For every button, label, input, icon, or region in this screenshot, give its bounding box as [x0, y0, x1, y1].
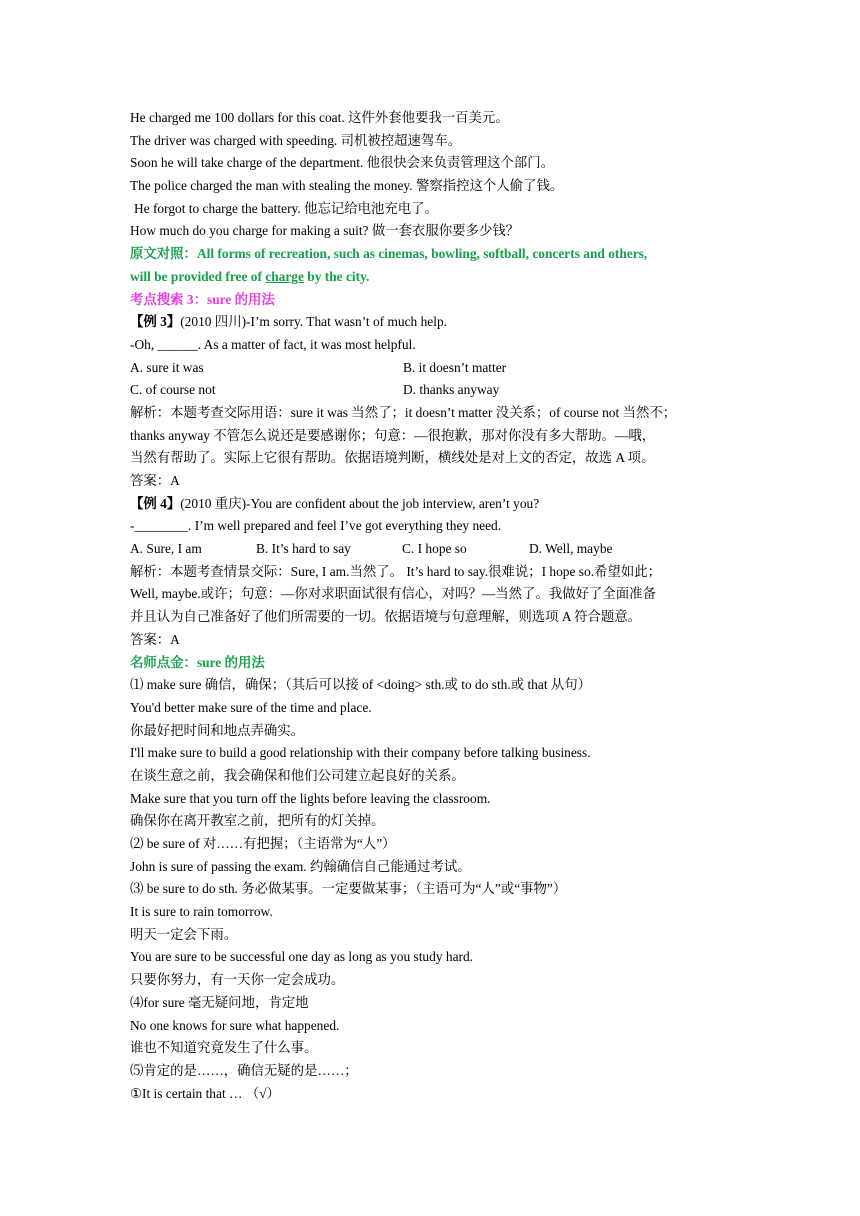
original-text-line-1 — [130, 243, 740, 266]
tip-line: ①It is certain that … （√） — [130, 1085, 280, 1101]
option-b: B. it doesn’t matter — [403, 359, 507, 375]
options-row — [130, 379, 740, 402]
option-a: A. Sure, I am — [130, 541, 202, 557]
explanation-line: 解析：本题考查交际用语：sure it was 当然了；it doesn’t matter 没关系；of course not 当然不； — [130, 404, 677, 420]
answer: 答案：A — [130, 631, 180, 647]
example-sentence: Soon he will take charge of the department. 他很快会来负责管理这个部门。 — [130, 155, 555, 171]
keyword-charge: charge — [265, 268, 304, 284]
tip-line: 明天一定会下雨。 — [130, 926, 238, 942]
tip-line: It is sure to rain tomorrow. — [130, 904, 273, 920]
example-sentence: The driver was charged with speeding. 司机被控超速驾车。 — [130, 132, 462, 148]
explanation-line: Well, maybe.或许；句意：—你对求职面试很有信心，对吗？—当然了。我做好了全面准备 — [130, 586, 656, 602]
option-d: D. Well, maybe — [529, 541, 613, 557]
tip-line: ⑷for sure 毫无疑问地，肯定地 — [130, 994, 309, 1010]
explanation-line: 解析：本题考查情景交际：Sure, I am.当然了。 It’s hard to say.很难说；I hope so.希望如此； — [130, 563, 661, 579]
explanation-line: 并且认为自己准备好了他们所需要的一切。依据语境与句意理解，则选项 A 符合题意。 — [130, 609, 642, 625]
example-4-question — [130, 493, 740, 516]
option-a: A. sure it was — [130, 359, 204, 375]
original-sentence-part-1: All forms of recreation, such as cinemas, bowling, softball, concerts and others, — [196, 246, 648, 262]
explanation-line: 当然有帮助了。实际上它很有帮助。依据语境判断，横线处是对上文的否定，故选 A 项。 — [130, 450, 655, 466]
example-label: 【例 3】 — [130, 314, 181, 330]
document-page — [130, 107, 740, 1105]
tip-line: ⑴ make sure 确信，确保；（其后可以接 of <doing> sth.或 to do sth.或 that 从句） — [130, 677, 592, 693]
example-label: 【例 4】 — [130, 495, 181, 511]
tip-line: 你最好把时间和地点弄确实。 — [130, 722, 305, 738]
tip-line: ⑶ be sure to do sth. 务必做某事。一定要做某事；（主语可为“人”或“事物”） — [130, 881, 567, 897]
option-c: C. of course not — [130, 382, 216, 398]
example-sentence: The police charged the man with stealing the money. 警察指控这个人偷了钱。 — [130, 178, 564, 194]
example-sentence: He charged me 100 dollars for this coat. 这件外套他要我一百美元。 — [130, 110, 509, 125]
tip-line: 谁也不知道究竟发生了什么事。 — [130, 1040, 318, 1056]
question-blank-line: -________. I’m well prepared and feel I’ve got everything they need. — [130, 518, 502, 534]
tip-line: 只要你努力，有一天你一定会成功。 — [130, 972, 345, 988]
tips-title: 名师点金：sure 的用法 — [130, 654, 265, 670]
section-title: 考点搜索 3：sure 的用法 — [130, 291, 275, 307]
tip-line: ⑵ be sure of 对……有把握；（主语常为“人”） — [130, 836, 396, 851]
explanation-line: thanks anyway 不管怎么说还是要感谢你；句意：—很抱歉，那对你没有多大帮助。—哦， — [130, 427, 656, 443]
tip-line: 在谈生意之前，我会确保和他们公司建立起良好的关系。 — [130, 767, 465, 783]
question-text: (2010 四川)-I’m sorry. That wasn’t of much help. — [180, 314, 447, 330]
tip-line: Make sure that you turn off the lights before leaving the classroom. — [130, 790, 491, 806]
original-sentence-part-3: by the city. — [303, 268, 370, 284]
example-sentence: How much do you charge for making a suit? 做一套衣服你要多少钱？ — [130, 223, 520, 239]
options-row — [130, 538, 740, 561]
original-text-line-2 — [130, 266, 740, 289]
tip-line: No one knows for sure what happened. — [130, 1017, 340, 1033]
tip-line: 确保你在离开教室之前，把所有的灯关掉。 — [130, 813, 385, 829]
option-c: C. I hope so — [402, 541, 467, 557]
tip-line: You'd better make sure of the time and place. — [130, 699, 372, 715]
option-b: B. It’s hard to say — [256, 541, 351, 557]
example-3-question — [130, 311, 740, 334]
question-blank-line: -Oh, ______. As a matter of fact, it was most helpful. — [130, 336, 416, 352]
option-d: D. thanks anyway — [403, 382, 500, 398]
answer: 答案：A — [130, 473, 180, 488]
tip-line: You are sure to be successful one day as long as you study hard. — [130, 949, 474, 965]
tip-line: John is sure of passing the exam. 约翰确信自己能通过考试。 — [130, 858, 471, 874]
example-sentence: He forgot to charge the battery. 他忘记给电池充电了。 — [134, 200, 438, 216]
original-label: 原文对照： — [130, 246, 197, 262]
original-sentence-part-2: will be provided free of — [130, 268, 266, 284]
tip-line: ⑸肯定的是……，确信无疑的是……； — [130, 1062, 358, 1078]
tip-line: I'll make sure to build a good relationship with their company before talking business. — [130, 745, 591, 761]
question-text: (2010 重庆)-You are confident about the job interview, aren’t you? — [180, 495, 540, 511]
options-row — [130, 357, 740, 380]
